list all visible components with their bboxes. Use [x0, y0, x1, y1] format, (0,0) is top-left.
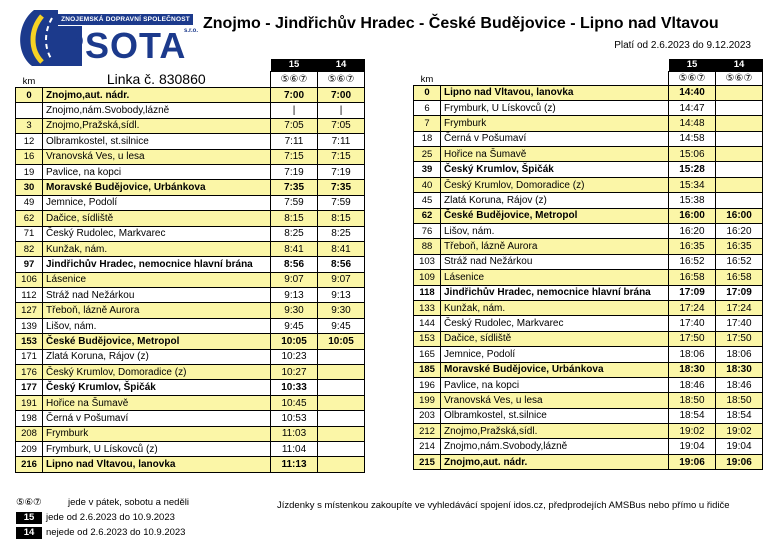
trip-14-text: nejede od 2.6.2023 do 10.9.2023: [46, 527, 186, 538]
stop-name: Kunžak, nám.: [43, 241, 271, 256]
trip-15-header: 15: [271, 59, 318, 71]
departure-trip-15: 18:54: [669, 408, 716, 423]
timetable-row: [414, 347, 763, 362]
timetable-row: [414, 377, 763, 392]
stop-km: 215: [414, 454, 441, 469]
stop-km: 153: [414, 331, 441, 346]
departure-trip-15: 16:52: [669, 254, 716, 269]
outbound-rows: [16, 88, 365, 473]
stop-name: Lásenice: [441, 270, 669, 285]
trip-15-days: ⑤⑥⑦: [271, 71, 318, 88]
departure-trip-14: 17:09: [716, 285, 763, 300]
timetable-row: [16, 441, 365, 456]
departure-trip-14: 8:56: [318, 257, 365, 272]
departure-trip-14: 18:50: [716, 393, 763, 408]
departure-trip-15: 11:04: [271, 441, 318, 456]
stop-km: 153: [16, 334, 43, 349]
departure-trip-15: 11:03: [271, 426, 318, 441]
stop-name: Moravské Budějovice, Urbánkova: [441, 362, 669, 377]
timetable-row: [414, 147, 763, 162]
stop-name: Český Rudolec, Markvarec: [441, 316, 669, 331]
stop-name: Stráž nad Nežárkou: [43, 288, 271, 303]
timetable-row: [414, 254, 763, 269]
departure-trip-14: [716, 147, 763, 162]
timetable-row: [16, 288, 365, 303]
departure-trip-15: 19:02: [669, 424, 716, 439]
timetable-row: [414, 300, 763, 315]
departure-trip-15: 10:33: [271, 380, 318, 395]
stop-name: Stráž nad Nežárkou: [441, 254, 669, 269]
departure-trip-14: 19:04: [716, 439, 763, 454]
departure-trip-15: 14:47: [669, 100, 716, 115]
timetable-row: [16, 303, 365, 318]
stop-name: Černá v Pošumaví: [441, 131, 669, 146]
stop-name: Český Krumlov, Domoradice (z): [43, 365, 271, 380]
departure-trip-14: 16:00: [716, 208, 763, 223]
timetable-row: [414, 224, 763, 239]
stop-km: 214: [414, 439, 441, 454]
legend-trip-14: [16, 527, 185, 539]
departure-trip-14: 16:58: [716, 270, 763, 285]
stop-name: Znojmo,Pražská,sídl.: [441, 424, 669, 439]
stop-km: 216: [16, 457, 43, 472]
stop-km: 212: [414, 424, 441, 439]
departure-trip-15: 7:19: [271, 164, 318, 179]
stop-name: Pavlice, na kopci: [441, 377, 669, 392]
departure-trip-15: 9:45: [271, 318, 318, 333]
stop-name: Jindřichův Hradec, nemocnice hlavní brána: [43, 257, 271, 272]
trip-14-days: ⑤⑥⑦: [318, 71, 365, 88]
timetable-row: [414, 424, 763, 439]
validity-period: Platí od 2.6.2023 do 9.12.2023: [614, 40, 751, 51]
stop-name: Lásenice: [43, 272, 271, 287]
departure-trip-15: 17:24: [669, 300, 716, 315]
departure-trip-15: 16:58: [669, 270, 716, 285]
logo-sro: s.r.o.: [184, 28, 199, 34]
timetable-row: [414, 162, 763, 177]
departure-trip-15: 15:06: [669, 147, 716, 162]
timetable-row: [414, 454, 763, 469]
trip-14-header: 14: [318, 59, 365, 71]
stop-km: 106: [16, 272, 43, 287]
departure-trip-14: 19:06: [716, 454, 763, 469]
departure-trip-14: 18:30: [716, 362, 763, 377]
departure-trip-14: 7:59: [318, 195, 365, 210]
stop-km: 118: [414, 285, 441, 300]
departure-trip-14: [716, 131, 763, 146]
stop-name: Lišov, nám.: [43, 318, 271, 333]
stop-km: 185: [414, 362, 441, 377]
timetable-row: [16, 365, 365, 380]
departure-trip-14: 9:13: [318, 288, 365, 303]
timetable-row: [16, 411, 365, 426]
departure-trip-14: [716, 85, 763, 100]
stop-km: 171: [16, 349, 43, 364]
timetable-row: [16, 334, 365, 349]
stop-km: 139: [16, 318, 43, 333]
stop-km: 82: [16, 241, 43, 256]
stop-name: Lipno nad Vltavou, lanovka: [441, 85, 669, 100]
stop-km: 177: [16, 380, 43, 395]
trip-15-badge: 15: [16, 512, 42, 524]
stop-name: Olbramkostel, st.silnice: [43, 134, 271, 149]
departure-trip-15: 10:27: [271, 365, 318, 380]
stop-name: Kunžak, nám.: [441, 300, 669, 315]
departure-trip-15: 15:34: [669, 177, 716, 192]
stop-km: 191: [16, 395, 43, 410]
stop-km: 165: [414, 347, 441, 362]
timetable-row: [16, 149, 365, 164]
timetable-return: [413, 59, 763, 470]
departure-trip-15: 16:35: [669, 239, 716, 254]
departure-trip-14: 8:15: [318, 211, 365, 226]
departure-trip-14: 7:19: [318, 164, 365, 179]
stop-km: 16: [16, 149, 43, 164]
stop-name: Frymburk, U Lískovců (z): [43, 441, 271, 456]
timetable-row: [414, 316, 763, 331]
departure-trip-15: 8:56: [271, 257, 318, 272]
timetable-row: [16, 380, 365, 395]
stop-km: 62: [16, 211, 43, 226]
departure-trip-14: [318, 457, 365, 472]
departure-trip-14: [318, 426, 365, 441]
timetable-row: [414, 85, 763, 100]
departure-trip-15: 10:23: [271, 349, 318, 364]
stop-km: [16, 103, 43, 118]
departure-trip-15: 7:05: [271, 118, 318, 133]
timetable-row: [414, 193, 763, 208]
stop-name: Třeboň, lázně Aurora: [43, 303, 271, 318]
logo-company-name: ZNOJEMSKÁ DOPRAVNÍ SPOLEČNOST: [58, 14, 193, 25]
departure-trip-15: 8:15: [271, 211, 318, 226]
stop-name: Jemnice, Podolí: [43, 195, 271, 210]
trip-15-days: ⑤⑥⑦: [669, 71, 716, 85]
departure-trip-15: 18:50: [669, 393, 716, 408]
stop-name: Znojmo,Pražská,sídl.: [43, 118, 271, 133]
timetable-row: [16, 134, 365, 149]
stop-name: Znojmo,nám.Svobody,lázně: [43, 103, 271, 118]
stop-km: 71: [16, 226, 43, 241]
departure-trip-14: 8:25: [318, 226, 365, 241]
departure-trip-15: 10:53: [271, 411, 318, 426]
km-label: km: [420, 73, 434, 85]
departure-trip-14: 18:46: [716, 377, 763, 392]
days-text: jede v pátek, sobotu a neděli: [68, 497, 189, 508]
departure-trip-14: [318, 365, 365, 380]
departure-trip-15: 15:28: [669, 162, 716, 177]
stop-km: 103: [414, 254, 441, 269]
stop-km: 40: [414, 177, 441, 192]
departure-trip-15: 16:20: [669, 224, 716, 239]
stop-km: 0: [16, 88, 43, 103]
stop-name: Frymburk: [441, 116, 669, 131]
departure-trip-15: 16:00: [669, 208, 716, 223]
stop-name: Moravské Budějovice, Urbánkova: [43, 180, 271, 195]
timetable-row: [16, 241, 365, 256]
departure-trip-14: 9:07: [318, 272, 365, 287]
trip-14-days: ⑤⑥⑦: [716, 71, 763, 85]
stop-name: Vranovská Ves, u lesa: [441, 393, 669, 408]
stop-name: Vranovská Ves, u lesa: [43, 149, 271, 164]
departure-trip-14: 7:35: [318, 180, 365, 195]
stop-name: Zlatá Koruna, Rájov (z): [43, 349, 271, 364]
stop-name: Znojmo,aut. nádr.: [43, 88, 271, 103]
stop-km: 144: [414, 316, 441, 331]
timetable-row: [16, 164, 365, 179]
departure-trip-15: 10:05: [271, 334, 318, 349]
timetable-row: [16, 457, 365, 472]
stop-km: 127: [16, 303, 43, 318]
departure-trip-14: [318, 380, 365, 395]
stop-km: 133: [414, 300, 441, 315]
departure-trip-14: 16:20: [716, 224, 763, 239]
departure-trip-14: 9:45: [318, 318, 365, 333]
departure-trip-15: 18:06: [669, 347, 716, 362]
departure-trip-14: [716, 162, 763, 177]
stop-km: 18: [414, 131, 441, 146]
stop-name: Znojmo,aut. nádr.: [441, 454, 669, 469]
departure-trip-14: [716, 193, 763, 208]
departure-trip-14: 7:00: [318, 88, 365, 103]
page-title: Znojmo - Jindřichův Hradec - České Budějovice - Lipno nad Vltavou: [203, 15, 719, 32]
stop-name: Hořice na Šumavě: [43, 395, 271, 410]
departure-trip-14: 7:11: [318, 134, 365, 149]
timetable-row: [414, 239, 763, 254]
days-symbol: ⑤⑥⑦: [16, 497, 42, 508]
departure-trip-15: 7:00: [271, 88, 318, 103]
departure-trip-14: 7:05: [318, 118, 365, 133]
stop-name: Hořice na Šumavě: [441, 147, 669, 162]
stop-km: 30: [16, 180, 43, 195]
timetable-row: [16, 226, 365, 241]
departure-trip-14: [318, 395, 365, 410]
timetable-row: [16, 211, 365, 226]
timetable-row: [414, 116, 763, 131]
stop-name: Frymburk, U Lískovců (z): [441, 100, 669, 115]
line-number: Linka č. 830860: [106, 71, 206, 87]
stop-name: Český Rudolec, Markvarec: [43, 226, 271, 241]
stop-name: Lipno nad Vltavou, lanovka: [43, 457, 271, 472]
departure-trip-15: 9:13: [271, 288, 318, 303]
stop-name: Frymburk: [43, 426, 271, 441]
stop-name: Jemnice, Podolí: [441, 347, 669, 362]
ticket-note: Jízdenky s místenkou zakoupíte ve vyhledávácí spojení idos.cz, předprodejích AMSBus nebo přímo u řidiče: [277, 500, 730, 511]
timetable-row: [414, 208, 763, 223]
timetable-row: [414, 408, 763, 423]
timetable-row: [16, 118, 365, 133]
departure-trip-14: [716, 116, 763, 131]
departure-trip-15: 14:58: [669, 131, 716, 146]
departure-trip-15: 7:15: [271, 149, 318, 164]
logo-wordmark: PSOTA: [60, 25, 187, 66]
departure-trip-15: 8:25: [271, 226, 318, 241]
legend-days: [16, 497, 189, 508]
timetable-row: [414, 362, 763, 377]
stop-km: 25: [414, 147, 441, 162]
stop-name: Dačice, sídliště: [441, 331, 669, 346]
stop-name: Pavlice, na kopci: [43, 164, 271, 179]
departure-trip-14: 17:24: [716, 300, 763, 315]
departure-trip-15: 8:41: [271, 241, 318, 256]
departure-trip-14: [716, 100, 763, 115]
departure-trip-14: 17:50: [716, 331, 763, 346]
departure-trip-15: 11:13: [271, 457, 318, 472]
departure-trip-14: 10:05: [318, 334, 365, 349]
stop-km: 45: [414, 193, 441, 208]
stop-km: 112: [16, 288, 43, 303]
timetable-outbound: [15, 59, 365, 473]
departure-trip-14: 18:54: [716, 408, 763, 423]
departure-trip-14: 9:30: [318, 303, 365, 318]
timetable-row: [16, 180, 365, 195]
timetable-row: [16, 426, 365, 441]
timetable-row: [16, 257, 365, 272]
departure-trip-15: 14:40: [669, 85, 716, 100]
timetable-row: [16, 88, 365, 103]
legend-trip-15: [16, 512, 175, 524]
departure-trip-14: |: [318, 103, 365, 118]
departure-trip-15: |: [271, 103, 318, 118]
stop-name: Lišov, nám.: [441, 224, 669, 239]
stop-km: 49: [16, 195, 43, 210]
departure-trip-14: [318, 349, 365, 364]
departure-trip-14: 7:15: [318, 149, 365, 164]
departure-trip-14: [318, 441, 365, 456]
stop-km: 3: [16, 118, 43, 133]
timetable-row: [414, 331, 763, 346]
departure-trip-15: 19:04: [669, 439, 716, 454]
timetable-row: [16, 349, 365, 364]
stop-km: 199: [414, 393, 441, 408]
departure-trip-15: 7:11: [271, 134, 318, 149]
stop-km: 76: [414, 224, 441, 239]
stop-km: 196: [414, 377, 441, 392]
departure-trip-15: 18:30: [669, 362, 716, 377]
stop-km: 19: [16, 164, 43, 179]
stop-km: 97: [16, 257, 43, 272]
departure-trip-14: 16:35: [716, 239, 763, 254]
timetable-row: [414, 177, 763, 192]
departure-trip-15: 17:09: [669, 285, 716, 300]
departure-trip-15: 7:35: [271, 180, 318, 195]
stop-name: Český Krumlov, Špičák: [441, 162, 669, 177]
departure-trip-14: [716, 177, 763, 192]
departure-trip-14: 18:06: [716, 347, 763, 362]
stop-name: Olbramkostel, st.silnice: [441, 408, 669, 423]
stop-name: Třeboň, lázně Aurora: [441, 239, 669, 254]
km-label: km: [22, 76, 36, 87]
departure-trip-14: 19:02: [716, 424, 763, 439]
stop-name: Český Krumlov, Domoradice (z): [441, 177, 669, 192]
stop-km: 109: [414, 270, 441, 285]
departure-trip-15: 7:59: [271, 195, 318, 210]
trip-14-badge: 14: [16, 527, 42, 539]
stop-name: České Budějovice, Metropol: [43, 334, 271, 349]
departure-trip-15: 10:45: [271, 395, 318, 410]
timetable-row: [414, 270, 763, 285]
trip-15-header: 15: [669, 59, 716, 71]
stop-name: Černá v Pošumaví: [43, 411, 271, 426]
stop-km: 198: [16, 411, 43, 426]
stop-km: 176: [16, 365, 43, 380]
stop-km: 7: [414, 116, 441, 131]
stop-km: 209: [16, 441, 43, 456]
departure-trip-14: 17:40: [716, 316, 763, 331]
departure-trip-15: 15:38: [669, 193, 716, 208]
stop-km: 0: [414, 85, 441, 100]
stop-name: Český Krumlov, Špičák: [43, 380, 271, 395]
timetable-row: [16, 272, 365, 287]
timetable-row: [414, 100, 763, 115]
stop-km: 62: [414, 208, 441, 223]
departure-trip-14: 8:41: [318, 241, 365, 256]
timetable-row: [16, 103, 365, 118]
stop-km: 208: [16, 426, 43, 441]
stop-km: 12: [16, 134, 43, 149]
timetable-row: [414, 131, 763, 146]
departure-trip-14: 16:52: [716, 254, 763, 269]
timetable-row: [414, 439, 763, 454]
departure-trip-15: 17:40: [669, 316, 716, 331]
departure-trip-15: 19:06: [669, 454, 716, 469]
stop-name: Zlatá Koruna, Rájov (z): [441, 193, 669, 208]
timetable-row: [16, 318, 365, 333]
stop-km: 88: [414, 239, 441, 254]
departure-trip-15: 14:48: [669, 116, 716, 131]
stop-km: 39: [414, 162, 441, 177]
departure-trip-15: 9:07: [271, 272, 318, 287]
timetable-row: [414, 285, 763, 300]
departure-trip-14: [318, 411, 365, 426]
stop-km: 6: [414, 100, 441, 115]
timetable-row: [16, 195, 365, 210]
departure-trip-15: 9:30: [271, 303, 318, 318]
stop-name: Znojmo,nám.Svobody,lázně: [441, 439, 669, 454]
stop-name: Dačice, sídliště: [43, 211, 271, 226]
timetable-row: [414, 393, 763, 408]
trip-14-header: 14: [716, 59, 763, 71]
stop-name: České Budějovice, Metropol: [441, 208, 669, 223]
departure-trip-15: 18:46: [669, 377, 716, 392]
return-rows: [414, 85, 763, 470]
trip-15-text: jede od 2.6.2023 do 10.9.2023: [46, 512, 175, 523]
stop-km: 203: [414, 408, 441, 423]
timetable-row: [16, 395, 365, 410]
departure-trip-15: 17:50: [669, 331, 716, 346]
stop-name: Jindřichův Hradec, nemocnice hlavní brána: [441, 285, 669, 300]
